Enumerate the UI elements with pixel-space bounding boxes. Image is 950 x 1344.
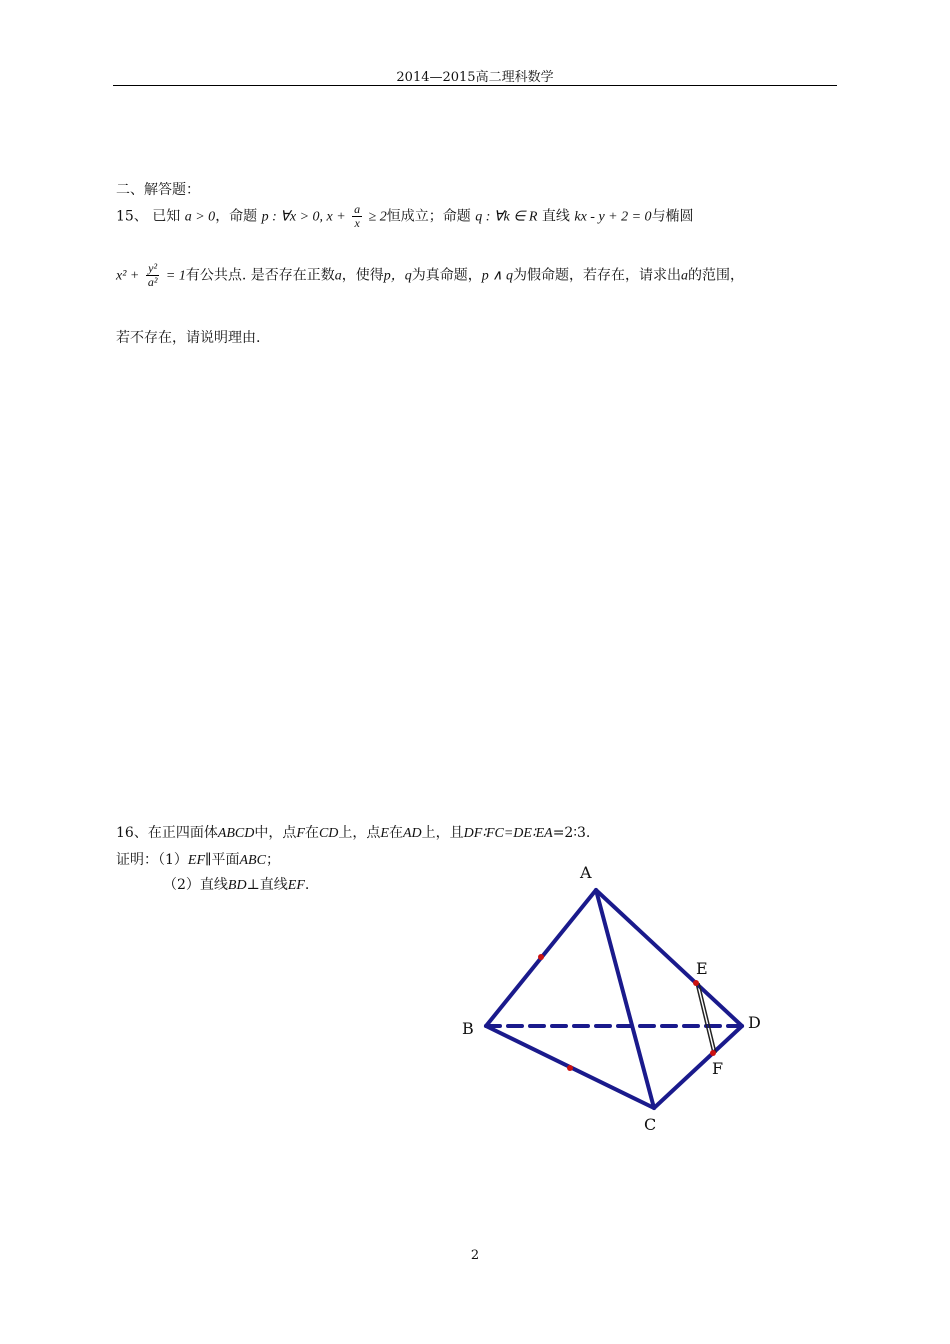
- edge-ad: [596, 890, 742, 1026]
- q15-math: a: [334, 268, 342, 284]
- q16-text: =2∶3.: [552, 825, 591, 841]
- q16-text: 证明：（1）: [116, 852, 188, 868]
- edge-ab-tick-mark: [538, 954, 544, 960]
- q15-math: x² +: [116, 268, 140, 284]
- q15-math: q : ∀k ∈ R: [475, 209, 538, 225]
- q16-text: （2）直线: [163, 877, 228, 893]
- q16-text: 16、在正四面体: [116, 825, 218, 841]
- label-d: D: [748, 1013, 761, 1032]
- header-divider: [113, 85, 837, 86]
- q15-math: p ∧ q: [481, 268, 513, 284]
- q15-text: 与椭圆: [651, 208, 694, 225]
- q16-text: 在: [304, 825, 319, 841]
- q15-text: 有公共点. 是否存在正数: [185, 267, 335, 284]
- q16-math: ABCD: [217, 826, 255, 841]
- q15-math: = 1: [165, 268, 186, 284]
- q16-math: CD: [318, 826, 339, 841]
- q15-text: 直线: [541, 208, 570, 225]
- q15-math: a: [680, 268, 688, 284]
- q16-text: ；: [265, 852, 280, 868]
- q16-text: ∥平面: [205, 852, 240, 868]
- point-f-marker: [710, 1050, 716, 1056]
- label-f: F: [712, 1059, 724, 1078]
- q16-line-3: [163, 874, 309, 894]
- q15-text: 为假命题，若存在，请求出: [512, 267, 681, 284]
- q15-fraction-y2-over-a2: [146, 262, 160, 289]
- q16-line-1: [116, 822, 590, 842]
- q16-math: F: [296, 826, 305, 841]
- q15-math: p : ∀x > 0, x +: [261, 209, 346, 225]
- q15-math: kx - y + 2 = 0: [574, 209, 652, 225]
- q16-math: EF: [287, 878, 305, 893]
- q15-text: 的范围，: [687, 267, 744, 284]
- q15-text: ，使得: [341, 267, 384, 284]
- q15-text: 已知: [152, 208, 181, 225]
- edge-ac: [596, 890, 654, 1108]
- edge-bc-tick-mark: [567, 1065, 573, 1071]
- q16-text: 在: [388, 825, 403, 841]
- label-c: C: [644, 1115, 657, 1134]
- q16-text: 上，且: [421, 825, 464, 841]
- page-header: 2014—2015高二理科数学: [396, 70, 554, 85]
- point-e-marker: [693, 980, 699, 986]
- q15-number: 15、: [116, 208, 148, 225]
- q15-math: ≥ 2: [368, 209, 387, 225]
- q16-math: EF: [187, 853, 206, 868]
- q15-line-1: [116, 203, 840, 230]
- q15-text: 恒成立；命题: [386, 208, 471, 225]
- q16-math: DF∶FC=DE∶EA: [463, 826, 553, 841]
- label-b: B: [462, 1019, 474, 1038]
- section-title: 二、解答题：: [116, 182, 200, 198]
- fraction-denominator: x: [354, 216, 360, 230]
- q16-text: 上，点: [338, 825, 381, 841]
- q15-math: p，q: [383, 268, 412, 284]
- q15-math: a > 0: [184, 209, 216, 225]
- q16-text: ⊥直线: [246, 877, 288, 893]
- q15-text: ，命题: [215, 208, 258, 225]
- q15-text: 为真命题，: [411, 267, 482, 284]
- q15-line-3: 若不存在，请说明理由.: [116, 330, 261, 346]
- tetrahedron-figure: [456, 860, 776, 1140]
- fraction-numerator: a: [354, 202, 361, 216]
- q15-line-2: [116, 262, 846, 289]
- q16-math: ABC: [239, 853, 266, 868]
- label-a: A: [580, 863, 592, 882]
- page-number: 2: [470, 1248, 480, 1263]
- fraction-numerator: y²: [146, 262, 160, 276]
- q16-text: .: [304, 877, 310, 893]
- label-e: E: [696, 959, 708, 978]
- tetrahedron-diagram: [456, 860, 776, 1140]
- q16-text: 中，点: [254, 825, 297, 841]
- q16-line-2: [116, 849, 280, 869]
- q16-math: AD: [402, 826, 422, 841]
- fraction-denominator: a²: [147, 275, 158, 289]
- q15-fraction-a-over-x: [352, 203, 362, 230]
- edge-cd: [654, 1026, 742, 1108]
- q16-math: BD: [227, 878, 247, 893]
- q16-math: E: [380, 826, 389, 841]
